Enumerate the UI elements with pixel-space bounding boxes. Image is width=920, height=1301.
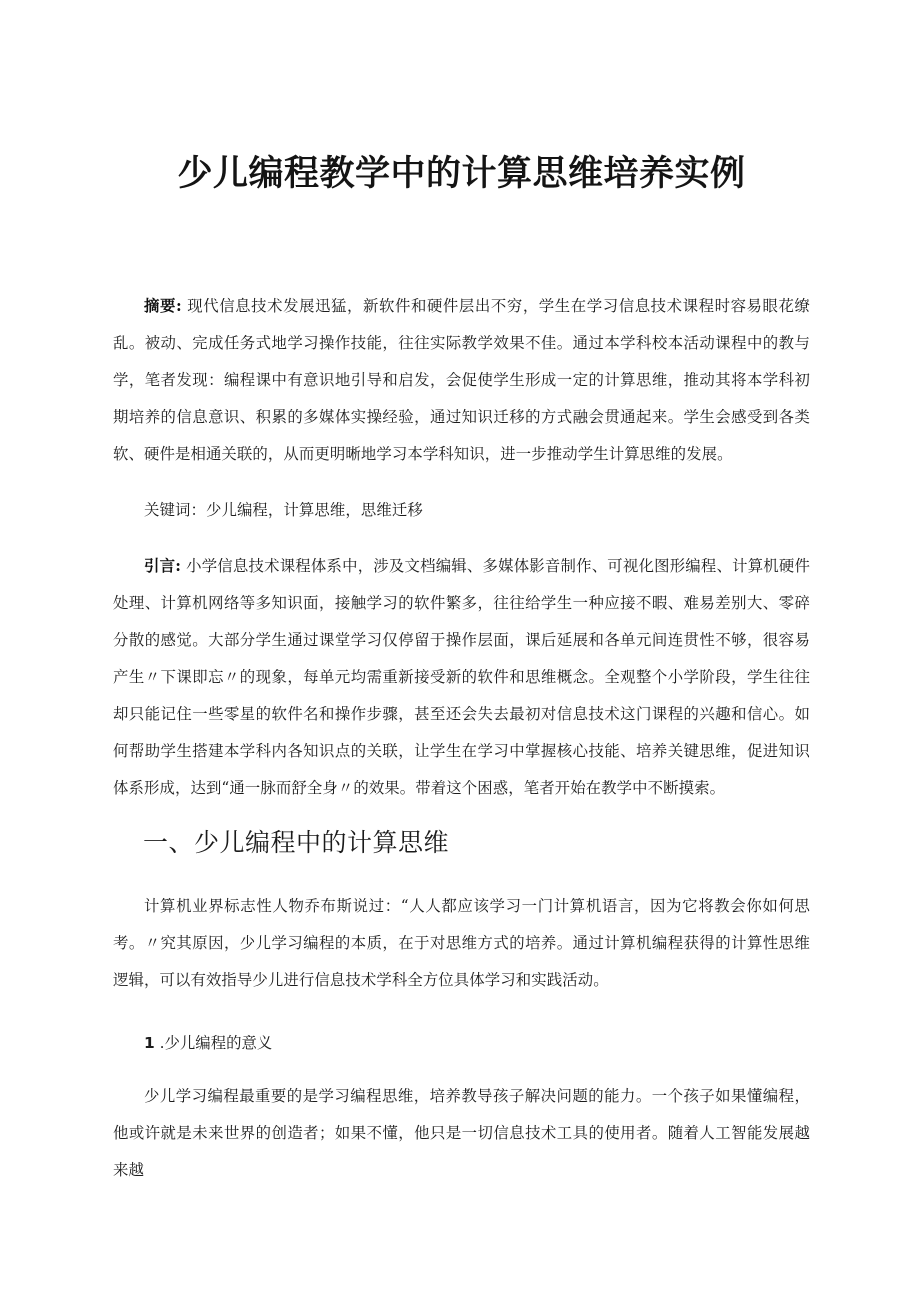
section-1-body — [113, 888, 810, 999]
keywords-section — [113, 492, 810, 529]
abstract-text: 现代信息技术发展迅猛，新软件和硬件层出不穷，学生在学习信息技术课程时容易眼花缭乱。被动、完成任务式地学习操作技能，往往实际教学效果不佳。通过本学科校本活动课程中的教与学，笔者发现：编程课中有意识地引导和启发，会促使学生形成一定的计算思维，推动其将本学科初期培养的信息意识、积累的多媒体实操经验，通过知识迁移的方式融会贯通起来。学生会感受到各类软、硬件是相通关联的，从而更明晰地学习本学科知识，进一步推动学生计算思维的发展。 — [113, 297, 810, 463]
subsection-number: 1 — [144, 1034, 155, 1052]
subsection-heading-1-1 — [113, 1028, 810, 1058]
subsection-title: .少儿编程的意义 — [159, 1034, 273, 1052]
introduction-label: 引言: — [144, 557, 181, 575]
introduction-paragraph — [113, 548, 810, 807]
section-heading-container — [113, 826, 810, 860]
abstract-section — [113, 288, 810, 473]
section-1-paragraph: 计算机业界标志性人物乔布斯说过：“人人都应该学习一门计算机语言，因为它将教会你如何思考。〃究其原因，少儿学习编程的本质，在于对思维方式的培养。通过计算机编程获得的计算性思维逻辑，可以有效指导少儿进行信息技术学科全方位具体学习和实践活动。 — [113, 897, 810, 989]
keywords-paragraph: 关键词：少儿编程，计算思维，思维迁移 — [144, 501, 423, 519]
subsection-heading-container — [113, 1028, 810, 1058]
section-heading-1: 一、少儿编程中的计算思维 — [143, 828, 450, 857]
introduction-text: 小学信息技术课程体系中，涉及文档编辑、多媒体影音制作、可视化图形编程、计算机硬件处理、计算机网络等多知识面，接触学习的软件繁多，往往给学生一种应接不暇、难易差别大、零碎分散的感觉。大部分学生通过课堂学习仅停留于操作层面，课后延展和各单元间连贯性不够，很容易产生〃下课即忘〃的现象，每单元均需重新接受新的软件和思维概念。全观整个小学阶段，学生往往却只能记住一些零星的软件名和操作步骤，甚至还会失去最初对信息技术这门课程的兴趣和信心。如何帮助学生搭建本学科内各知识点的关联，让学生在学习中掌握核心技能、培养关键思维，促进知识体系形成，达到“通一脉而舒全身〃的效果。带着这个困惑，笔者开始在教学中不断摸索。 — [113, 557, 810, 797]
abstract-label: 摘要: — [144, 297, 182, 315]
abstract-paragraph — [113, 288, 810, 473]
subsection-1-1-body — [113, 1078, 810, 1189]
subsection-1-1-paragraph: 少儿学习编程最重要的是学习编程思维，培养教导孩子解决问题的能力。一个孩子如果懂编程，他或许就是未来世界的创造者；如果不懂，他只是一切信息技术工具的使用者。随着人工智能发展越来越 — [113, 1087, 810, 1179]
introduction-section — [113, 548, 810, 807]
page-title: 少儿编程教学中的计算思维培养实例 — [177, 154, 746, 194]
